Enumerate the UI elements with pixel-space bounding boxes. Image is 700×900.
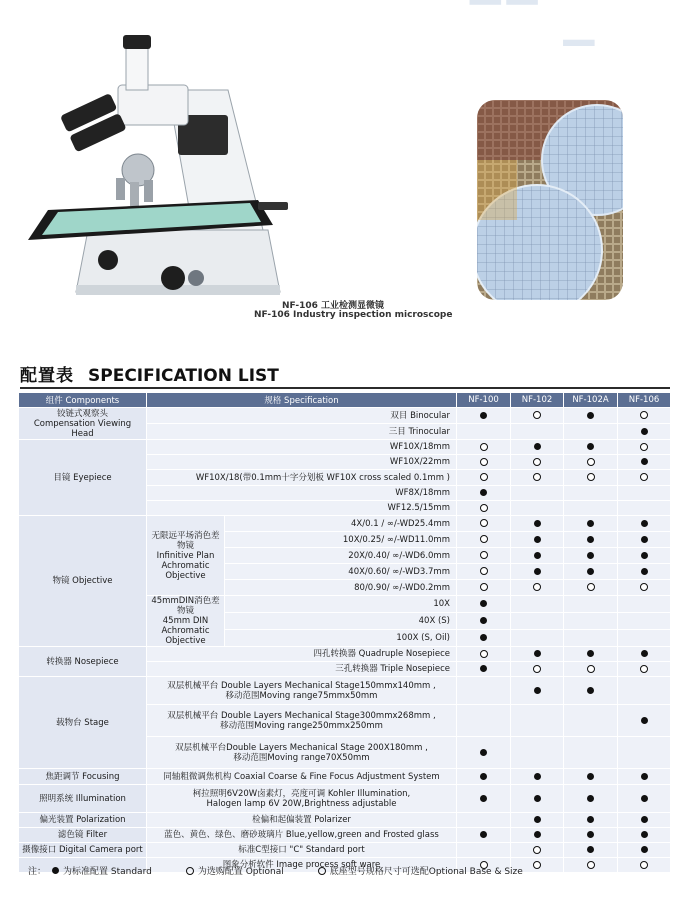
mark-cell-nf106 bbox=[618, 440, 671, 455]
product-caption-chinese: NF-106 工业检测显微镜 bbox=[282, 301, 385, 311]
mark-cell-nf100 bbox=[457, 828, 511, 843]
mark-cell-nf102 bbox=[511, 455, 564, 470]
header-model-nf102a: NF-102A bbox=[564, 393, 618, 408]
standard-dot-icon bbox=[587, 795, 594, 802]
mark-cell-nf102 bbox=[511, 630, 564, 647]
mark-cell-nf106 bbox=[618, 630, 671, 647]
standard-dot-icon bbox=[534, 816, 541, 823]
mark-cell-nf102a bbox=[564, 737, 618, 769]
mark-cell-nf100 bbox=[457, 408, 511, 424]
mark-cell-nf106 bbox=[618, 843, 671, 858]
mark-cell-nf106 bbox=[618, 501, 671, 516]
table-row bbox=[19, 408, 671, 424]
mark-cell-nf102a bbox=[564, 647, 618, 662]
standard-dot-icon bbox=[587, 443, 594, 450]
mark-cell-nf102 bbox=[511, 470, 564, 486]
standard-dot-icon bbox=[534, 520, 541, 527]
table-row bbox=[19, 677, 671, 705]
optional-circle-icon bbox=[587, 665, 595, 673]
mark-cell-nf102a bbox=[564, 662, 618, 677]
table-row bbox=[19, 813, 671, 828]
standard-dot-icon bbox=[480, 600, 487, 607]
table-row bbox=[19, 516, 671, 532]
mark-cell-nf102 bbox=[511, 564, 564, 580]
standard-dot-icon bbox=[587, 846, 594, 853]
mark-cell-nf102a bbox=[564, 843, 618, 858]
mark-cell-nf100 bbox=[457, 677, 511, 705]
mark-cell-nf102 bbox=[511, 580, 564, 596]
standard-dot-icon bbox=[534, 536, 541, 543]
standard-dot-icon bbox=[534, 443, 541, 450]
standard-dot-icon bbox=[480, 617, 487, 624]
standard-dot-icon bbox=[641, 717, 648, 724]
mark-cell-nf102 bbox=[511, 843, 564, 858]
spec-list-title bbox=[20, 361, 279, 386]
standard-dot-icon bbox=[480, 489, 487, 496]
spec-cell: 柯拉照明6V20W卤素灯，亮度可调 Kohler Illumination, Halogen lamp 6V 20W,Brightness adjustable bbox=[147, 785, 457, 813]
standard-dot-icon bbox=[534, 831, 541, 838]
mark-cell-nf102a bbox=[564, 424, 618, 440]
spec-cell: 双层机械平台 Double Layers Mechanical Stage300mmx268mm , 移动范围Moving range250mmx250mm bbox=[147, 705, 457, 737]
spec-cell: 20X/0.40/ ∞/-WD6.0mm bbox=[225, 548, 457, 564]
table-row bbox=[19, 843, 671, 858]
standard-dot-icon bbox=[641, 650, 648, 657]
mark-cell-nf106 bbox=[618, 813, 671, 828]
optional-circle-icon bbox=[533, 583, 541, 591]
spec-cell: WF10X/18(带0.1mm十字分划板 WF10X cross scaled 0.1mm ) bbox=[147, 470, 457, 486]
optional-circle-icon bbox=[533, 458, 541, 466]
spec-cell: 三目 Trinocular bbox=[147, 424, 457, 440]
spec-cell: 四孔转换器 Quadruple Nosepiece bbox=[147, 647, 457, 662]
spec-cell: 双目 Binocular bbox=[147, 408, 457, 424]
standard-dot-icon bbox=[534, 773, 541, 780]
legend bbox=[28, 864, 523, 877]
spec-cell: 检偏和起偏装置 Polarizer bbox=[147, 813, 457, 828]
component-eyepiece: 目镜 Eyepiece bbox=[19, 440, 147, 516]
objective-infinity-plan: 无限远平场消色差物镜 Infinitive Plan Achromatic Objective bbox=[147, 516, 225, 596]
optional-circle-icon bbox=[480, 443, 488, 451]
mark-cell-nf106 bbox=[618, 785, 671, 813]
header-model-nf102: NF-102 bbox=[511, 393, 564, 408]
standard-dot-icon bbox=[534, 568, 541, 575]
standard-dot-icon bbox=[641, 568, 648, 575]
mark-cell-nf102a bbox=[564, 516, 618, 532]
wafer-inspection-photo bbox=[477, 100, 623, 300]
standard-dot-icon bbox=[641, 816, 648, 823]
standard-dot-icon bbox=[480, 831, 487, 838]
mark-cell-nf100 bbox=[457, 548, 511, 564]
optional-circle-icon bbox=[480, 519, 488, 527]
standard-dot-icon bbox=[534, 650, 541, 657]
optional-circle-icon bbox=[480, 535, 488, 543]
mark-cell-nf102 bbox=[511, 596, 564, 613]
spec-title-chinese: 配置表 bbox=[20, 366, 74, 386]
objective-din-achromatic: 45mmDIN消色差物镜 45mm DIN Achromatic Objective bbox=[147, 596, 225, 647]
standard-dot-icon bbox=[641, 773, 648, 780]
standard-dot-icon bbox=[587, 773, 594, 780]
mark-cell-nf102 bbox=[511, 440, 564, 455]
mark-cell-nf100 bbox=[457, 737, 511, 769]
mark-cell-nf102a bbox=[564, 677, 618, 705]
standard-dot-icon bbox=[480, 773, 487, 780]
mark-cell-nf102a bbox=[564, 596, 618, 613]
optional-circle-icon bbox=[640, 443, 648, 451]
mark-cell-nf106 bbox=[618, 580, 671, 596]
mark-cell-nf106 bbox=[618, 564, 671, 580]
component-camera-port: 摄像接口 Digital Camera port bbox=[19, 843, 147, 858]
filled-dot-icon bbox=[52, 867, 59, 874]
component-viewing-head: 铰链式观察头 Compensation Viewing Head bbox=[19, 408, 147, 440]
optional-circle-icon bbox=[480, 458, 488, 466]
mark-cell-nf106 bbox=[618, 647, 671, 662]
table-row bbox=[19, 769, 671, 785]
mark-cell-nf100 bbox=[457, 580, 511, 596]
optional-circle-icon bbox=[533, 665, 541, 673]
spec-cell: 40X/0.60/ ∞/-WD3.7mm bbox=[225, 564, 457, 580]
mark-cell-nf102 bbox=[511, 501, 564, 516]
standard-dot-icon bbox=[480, 795, 487, 802]
optional-circle-icon bbox=[480, 473, 488, 481]
mark-cell-nf102a bbox=[564, 828, 618, 843]
standard-dot-icon bbox=[587, 650, 594, 657]
optional-circle-icon bbox=[480, 504, 488, 512]
legend-note-label: 注： bbox=[28, 867, 47, 877]
mark-cell-nf102 bbox=[511, 548, 564, 564]
optional-circle-icon bbox=[640, 583, 648, 591]
mark-cell-nf100 bbox=[457, 785, 511, 813]
title-underline bbox=[20, 387, 670, 389]
mark-cell-nf102a bbox=[564, 408, 618, 424]
mark-cell-nf102a bbox=[564, 564, 618, 580]
mark-cell-nf100 bbox=[457, 613, 511, 630]
mark-cell-nf102 bbox=[511, 785, 564, 813]
mark-cell-nf102 bbox=[511, 516, 564, 532]
header-model-nf106: NF-106 bbox=[618, 393, 671, 408]
mark-cell-nf100 bbox=[457, 813, 511, 828]
spec-cell: 双层机械平台 Double Layers Mechanical Stage150mmx140mm , 移动范围Moving range75mmx50mm bbox=[147, 677, 457, 705]
mark-cell-nf100 bbox=[457, 769, 511, 785]
product-showcase bbox=[0, 0, 700, 340]
optional-circle-icon bbox=[480, 650, 488, 658]
optional-circle-icon bbox=[640, 411, 648, 419]
standard-dot-icon bbox=[587, 552, 594, 559]
mark-cell-nf100 bbox=[457, 705, 511, 737]
standard-dot-icon bbox=[480, 634, 487, 641]
mark-cell-nf102 bbox=[511, 647, 564, 662]
standard-dot-icon bbox=[480, 665, 487, 672]
mark-cell-nf102 bbox=[511, 486, 564, 501]
spec-cell: 图象分析软件 Image process soft ware bbox=[147, 858, 457, 873]
mark-cell-nf106 bbox=[618, 737, 671, 769]
mark-cell-nf100 bbox=[457, 596, 511, 613]
table-row bbox=[19, 647, 671, 662]
mark-cell-nf102 bbox=[511, 532, 564, 548]
mark-cell-nf102a bbox=[564, 613, 618, 630]
mark-cell-nf106 bbox=[618, 596, 671, 613]
header-specification: 规格 Specification bbox=[147, 393, 457, 408]
spec-cell: 100X (S, Oil) bbox=[225, 630, 457, 647]
mark-cell-nf100 bbox=[457, 501, 511, 516]
mark-cell-nf102a bbox=[564, 532, 618, 548]
mark-cell-nf102 bbox=[511, 828, 564, 843]
mark-cell-nf100 bbox=[457, 424, 511, 440]
spec-title-english: SPECIFICATION LIST bbox=[88, 366, 279, 386]
component-objective: 物镜 Objective bbox=[19, 516, 147, 647]
legend-standard: 为标准配置 Standard bbox=[63, 867, 152, 877]
optional-circle-icon bbox=[533, 473, 541, 481]
microscope-illustration bbox=[18, 30, 308, 300]
standard-dot-icon bbox=[534, 687, 541, 694]
mark-cell-nf102 bbox=[511, 737, 564, 769]
mark-cell-nf100 bbox=[457, 455, 511, 470]
optional-circle-icon bbox=[587, 861, 595, 869]
mark-cell-nf106 bbox=[618, 662, 671, 677]
mark-cell-nf102a bbox=[564, 785, 618, 813]
optional-circle-icon bbox=[533, 846, 541, 854]
specification-table bbox=[18, 392, 671, 873]
mark-cell-nf102 bbox=[511, 424, 564, 440]
mark-cell-nf102a bbox=[564, 858, 618, 873]
header-model-nf100: NF-100 bbox=[457, 393, 511, 408]
mark-cell-nf102a bbox=[564, 470, 618, 486]
standard-dot-icon bbox=[534, 795, 541, 802]
optional-circle-icon bbox=[640, 665, 648, 673]
standard-dot-icon bbox=[587, 687, 594, 694]
mark-cell-nf102a bbox=[564, 580, 618, 596]
table-row bbox=[19, 440, 671, 455]
mark-cell-nf106 bbox=[618, 858, 671, 873]
mark-cell-nf102a bbox=[564, 548, 618, 564]
standard-dot-icon bbox=[587, 568, 594, 575]
optional-circle-icon bbox=[587, 583, 595, 591]
mark-cell-nf100 bbox=[457, 470, 511, 486]
mark-cell-nf100 bbox=[457, 440, 511, 455]
standard-dot-icon bbox=[587, 536, 594, 543]
component-illumination: 照明系统 Illumination bbox=[19, 785, 147, 813]
mark-cell-nf106 bbox=[618, 548, 671, 564]
mark-cell-nf106 bbox=[618, 613, 671, 630]
standard-dot-icon bbox=[641, 831, 648, 838]
mark-cell-nf102a bbox=[564, 769, 618, 785]
optional-circle-icon bbox=[587, 458, 595, 466]
component-focusing: 焦距调节 Focusing bbox=[19, 769, 147, 785]
mark-cell-nf102 bbox=[511, 705, 564, 737]
component-stage: 载物台 Stage bbox=[19, 677, 147, 769]
standard-dot-icon bbox=[641, 520, 648, 527]
mark-cell-nf106 bbox=[618, 424, 671, 440]
mark-cell-nf100 bbox=[457, 486, 511, 501]
spec-cell: WF8X/18mm bbox=[147, 486, 457, 501]
standard-dot-icon bbox=[641, 552, 648, 559]
spec-cell: 80/0.90/ ∞/-WD0.2mm bbox=[225, 580, 457, 596]
standard-dot-icon bbox=[641, 458, 648, 465]
spec-cell: WF10X/22mm bbox=[147, 455, 457, 470]
mark-cell-nf106 bbox=[618, 516, 671, 532]
standard-dot-icon bbox=[641, 846, 648, 853]
mark-cell-nf106 bbox=[618, 455, 671, 470]
mark-cell-nf106 bbox=[618, 705, 671, 737]
mark-cell-nf100 bbox=[457, 843, 511, 858]
mark-cell-nf102a bbox=[564, 501, 618, 516]
optional-circle-icon bbox=[640, 861, 648, 869]
mark-cell-nf102 bbox=[511, 662, 564, 677]
component-filter: 滤色镜 Filter bbox=[19, 828, 147, 843]
mark-cell-nf102 bbox=[511, 408, 564, 424]
header-components: 组件 Components bbox=[19, 393, 147, 408]
optional-circle-icon bbox=[640, 473, 648, 481]
faded-background-lettering: ▔▔ ▁ bbox=[470, 0, 601, 46]
component-polarization: 偏光装置 Polarization bbox=[19, 813, 147, 828]
mark-cell-nf100 bbox=[457, 662, 511, 677]
mark-cell-nf102 bbox=[511, 613, 564, 630]
standard-dot-icon bbox=[641, 536, 648, 543]
product-caption-english: NF-106 Industry inspection microscope bbox=[254, 310, 453, 320]
standard-dot-icon bbox=[587, 520, 594, 527]
mark-cell-nf106 bbox=[618, 470, 671, 486]
table-header-row bbox=[19, 393, 671, 408]
standard-dot-icon bbox=[480, 412, 487, 419]
mark-cell-nf106 bbox=[618, 408, 671, 424]
optional-circle-icon bbox=[587, 473, 595, 481]
standard-dot-icon bbox=[587, 831, 594, 838]
standard-dot-icon bbox=[641, 428, 648, 435]
mark-cell-nf100 bbox=[457, 564, 511, 580]
spec-cell: 三孔转换器 Triple Nosepiece bbox=[147, 662, 457, 677]
optional-circle-icon bbox=[480, 567, 488, 575]
spec-cell: 同轴粗微调焦机构 Coaxial Coarse & Fine Focus Adjustment System bbox=[147, 769, 457, 785]
standard-dot-icon bbox=[480, 749, 487, 756]
mark-cell-nf102a bbox=[564, 630, 618, 647]
legend-base-option: 底座型号规格尺寸可选配Optional Base & Size bbox=[329, 867, 523, 877]
spec-cell: 10X bbox=[225, 596, 457, 613]
mark-cell-nf102a bbox=[564, 440, 618, 455]
optional-circle-icon bbox=[480, 551, 488, 559]
mark-cell-nf106 bbox=[618, 677, 671, 705]
mark-cell-nf102 bbox=[511, 813, 564, 828]
mark-cell-nf102 bbox=[511, 677, 564, 705]
open-circle-icon bbox=[318, 867, 326, 875]
spec-cell: 双层机械平台Double Layers Mechanical Stage 200X180mm , 移动范围Moving range70X50mm bbox=[147, 737, 457, 769]
mark-cell-nf102a bbox=[564, 705, 618, 737]
mark-cell-nf106 bbox=[618, 486, 671, 501]
mark-cell-nf102a bbox=[564, 813, 618, 828]
spec-cell: 标准C型接口 "C" Standard port bbox=[147, 843, 457, 858]
mark-cell-nf100 bbox=[457, 516, 511, 532]
spec-cell: 蓝色、黄色、绿色、磨砂玻璃片 Blue,yellow,green and Frosted glass bbox=[147, 828, 457, 843]
spec-cell: 10X/0.25/ ∞/-WD11.0mm bbox=[225, 532, 457, 548]
spec-cell: WF12.5/15mm bbox=[147, 501, 457, 516]
table-row bbox=[19, 785, 671, 813]
mark-cell-nf100 bbox=[457, 647, 511, 662]
mark-cell-nf102 bbox=[511, 769, 564, 785]
legend-optional: 为选购配置 Optional bbox=[197, 867, 284, 877]
open-circle-icon bbox=[186, 867, 194, 875]
mark-cell-nf106 bbox=[618, 532, 671, 548]
standard-dot-icon bbox=[534, 552, 541, 559]
mark-cell-nf102a bbox=[564, 455, 618, 470]
mark-cell-nf100 bbox=[457, 630, 511, 647]
mark-cell-nf102a bbox=[564, 486, 618, 501]
optional-circle-icon bbox=[480, 583, 488, 591]
spec-cell: 4X/0.1 / ∞/-WD25.4mm bbox=[225, 516, 457, 532]
standard-dot-icon bbox=[587, 816, 594, 823]
standard-dot-icon bbox=[587, 412, 594, 419]
table-row bbox=[19, 828, 671, 843]
mark-cell-nf100 bbox=[457, 532, 511, 548]
optional-circle-icon bbox=[533, 861, 541, 869]
component-nosepiece: 转换器 Nosepiece bbox=[19, 647, 147, 677]
spec-cell: 40X (S) bbox=[225, 613, 457, 630]
spec-cell: WF10X/18mm bbox=[147, 440, 457, 455]
optional-circle-icon bbox=[533, 411, 541, 419]
mark-cell-nf106 bbox=[618, 828, 671, 843]
mark-cell-nf106 bbox=[618, 769, 671, 785]
standard-dot-icon bbox=[641, 795, 648, 802]
